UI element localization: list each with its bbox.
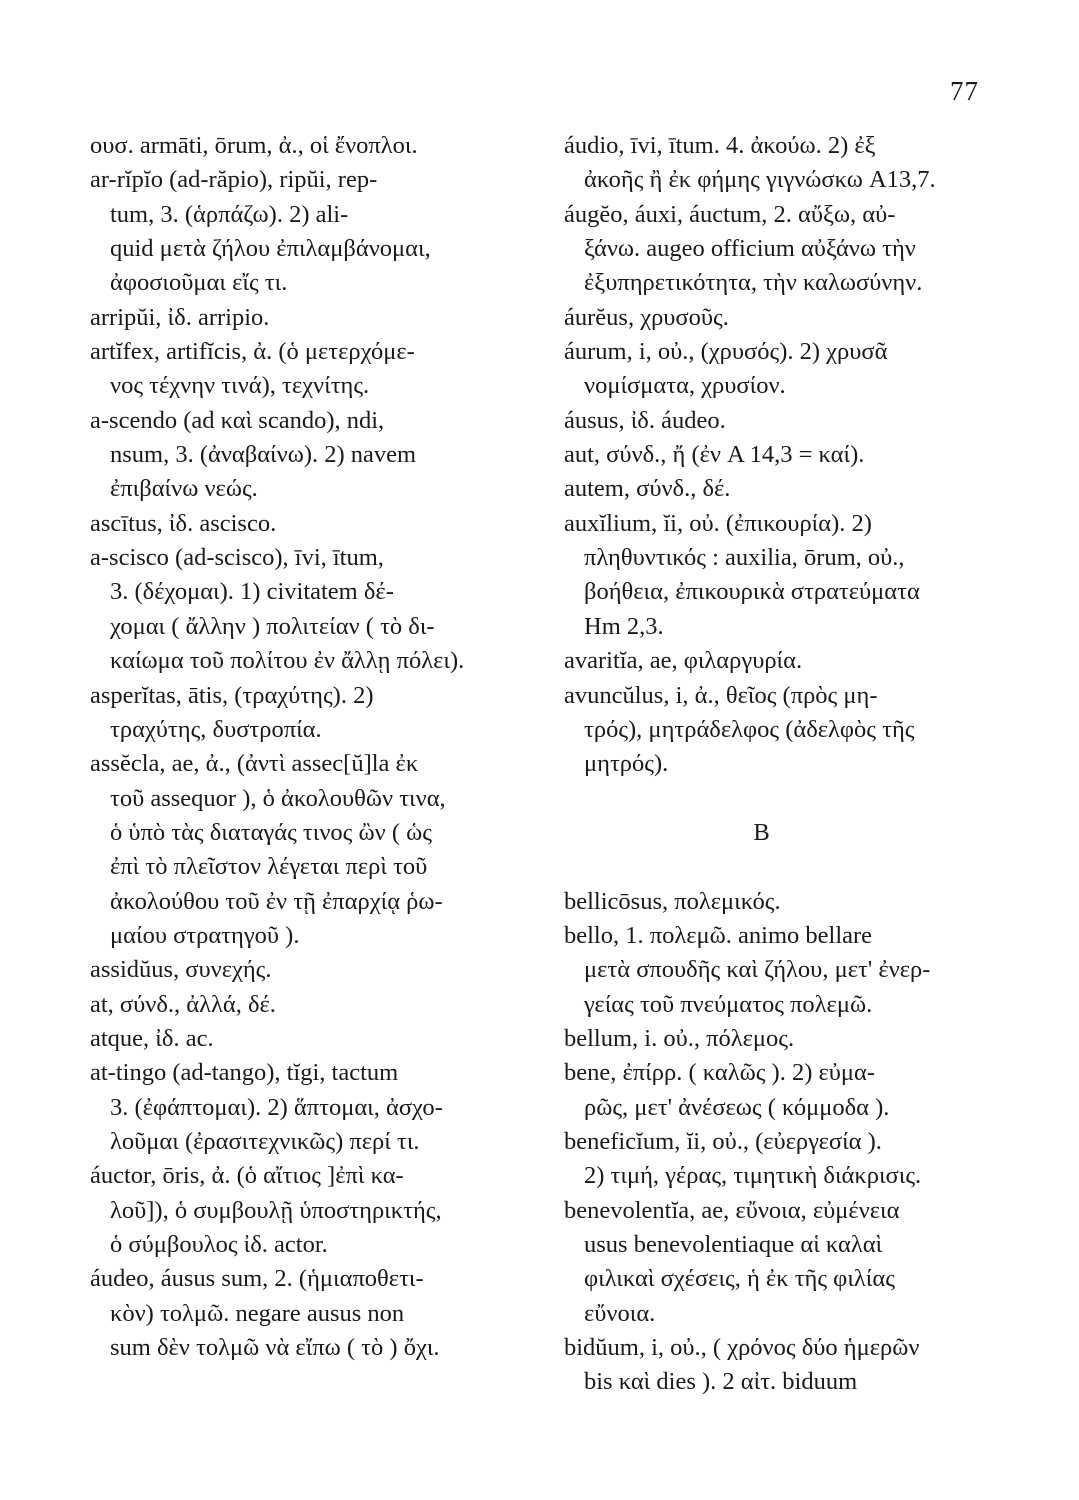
right-column-top bbox=[564, 129, 1009, 782]
text-line: καίωμα τοῦ πολίτου ἐν ἄλλῃ πόλει). bbox=[110, 647, 465, 675]
text-line: μαίου στρατηγοῦ ). bbox=[110, 921, 300, 949]
text-line: tum, 3. (ἁρπάζω). 2) ali- bbox=[110, 200, 349, 228]
text-line: μετὰ σπουδῆς καὶ ζήλου, μετ' ἐνερ- bbox=[584, 956, 931, 984]
text-line: usus benevolentiaque αἱ καλαὶ bbox=[584, 1231, 883, 1258]
text-line: γείας τοῦ πνεύματος πολεμῶ. bbox=[584, 990, 873, 1018]
text-line: ουσ. armāti, ōrum, ἀ., οἱ ἔνοπλοι. bbox=[90, 132, 418, 159]
text-line: assidŭus, συνεχής. bbox=[90, 956, 272, 984]
text-line: εὔνοια. bbox=[584, 1299, 656, 1327]
text-line: bidŭum, i, οὐ., ( χρόνος δύο ἡμερῶν bbox=[564, 1334, 920, 1362]
text-line: χομαι ( ἄλλην ) πολιτείαν ( τὸ δι- bbox=[110, 612, 435, 640]
text-line: auxĭlium, ĭi, οὐ. (ἐπικουρία). 2) bbox=[564, 509, 872, 537]
text-line: bis καὶ dies ). 2 αἰτ. biduum bbox=[584, 1368, 858, 1396]
text-line: ἀφοσιοῦμαι εἴς τι. bbox=[110, 269, 288, 297]
text-line: benevolentĭa, ae, εὔνοια, εὐμένεια bbox=[564, 1196, 900, 1224]
left-column bbox=[90, 129, 535, 1365]
text-line: ascītus, ἰδ. ascisco. bbox=[90, 509, 277, 537]
text-line: τοῦ assequor ), ὁ ἀκολουθῶν τινα, bbox=[110, 784, 446, 812]
text-line: 3. (δέχομαι). 1) civitatem δέ- bbox=[110, 578, 394, 606]
text-line: ἀκολούθου τοῦ ἐν τῇ ἐπαρχίᾳ ῥω- bbox=[110, 887, 443, 915]
text-line: avaritĭa, ae, φιλαργυρία. bbox=[564, 647, 803, 675]
text-line: λοῦμαι (ἐρασιτεχνικῶς) περί τι. bbox=[110, 1127, 420, 1155]
text-line: a-scendo (ad καὶ scando), ndi, bbox=[90, 406, 385, 434]
text-line: at, σύνδ., ἀλλά, δέ. bbox=[90, 990, 276, 1018]
text-line: ἐπιβαίνω νεώς. bbox=[110, 475, 258, 503]
text-line: quid μετὰ ζήλου ἐπιλαμβάνομαι, bbox=[110, 235, 431, 263]
text-line: sum δὲν τολμῶ νὰ εἴπω ( τὸ ) ὄχι. bbox=[110, 1334, 440, 1362]
text-line: atque, ἰδ. ac. bbox=[90, 1024, 214, 1052]
text-line: artĭfex, artifĭcis, ἀ. (ὁ μετερχόμε- bbox=[90, 338, 415, 366]
right-column bbox=[564, 129, 1009, 1400]
text-line: Hm 2,3. bbox=[584, 612, 664, 640]
text-line: áudio, īvi, ītum. 4. ἀκούω. 2) ἐξ bbox=[564, 132, 876, 159]
page-number: 77 bbox=[950, 76, 979, 106]
text-line: 3. (ἐφάπτομαι). 2) ἅπτομαι, ἀσχο- bbox=[110, 1093, 443, 1121]
text-line: asperĭtas, ātis, (τραχύτης). 2) bbox=[90, 681, 374, 709]
text-line: áurĕus, χρυσοῦς. bbox=[564, 303, 729, 331]
text-line: beneficĭum, ĭi, οὐ., (εὐεργεσία ). bbox=[564, 1127, 882, 1155]
text-line: at-tingo (ad-tango), tĭgi, tactum bbox=[90, 1059, 399, 1087]
text-line: arripŭi, ἰδ. arripio. bbox=[90, 303, 270, 331]
text-line: bellum, i. οὐ., πόλεμος. bbox=[564, 1024, 795, 1052]
text-line: νομίσματα, χρυσίον. bbox=[584, 372, 786, 400]
text-line: bellicōsus, πολεμικός. bbox=[564, 887, 781, 915]
text-line: áugĕo, áuxi, áuctum, 2. αὔξω, αὐ- bbox=[564, 200, 896, 228]
text-line: πληθυντικός : auxilia, ōrum, οὐ., bbox=[584, 544, 905, 572]
text-line: áudeo, áusus sum, 2. (ἡμιαποθετι- bbox=[90, 1265, 424, 1293]
text-line: ξάνω. augeo officium αὐξάνω τὴν bbox=[584, 235, 916, 263]
text-line: ar-rĭpĭo (ad-răpio), ripŭi, rep- bbox=[90, 166, 378, 194]
text-line: κὸν) τολμῶ. negare ausus non bbox=[110, 1299, 405, 1327]
text-line: ρῶς, μετ' ἀνέσεως ( κόμμοδα ). bbox=[584, 1093, 890, 1121]
text-line: assĕcla, ae, ἀ., (ἀντὶ assec[ŭ]la ἐκ bbox=[90, 750, 419, 778]
text-line: bello, 1. πολεμῶ. animo bellare bbox=[564, 921, 873, 949]
text-line: λοῦ]), ὁ συμβουλῇ ὑποστηρικτής, bbox=[110, 1196, 442, 1224]
text-line: aut, σύνδ., ἤ (ἐν A 14,3 = καί). bbox=[564, 441, 865, 469]
text-line: ἀκοῆς ἢ ἐκ φήμης γιγνώσκω A13,7. bbox=[584, 166, 936, 194]
right-column-bottom bbox=[564, 885, 1009, 1400]
text-line: autem, σύνδ., δέ. bbox=[564, 475, 731, 503]
text-line: avuncŭlus, i, ἀ., θεῖος (πρὸς μη- bbox=[564, 681, 878, 709]
text-line: áurum, i, οὐ., (χρυσός). 2) χρυσᾶ bbox=[564, 338, 888, 366]
text-line: βοήθεια, ἐπικουρικὰ στρατεύματα bbox=[584, 578, 920, 606]
text-line: a-scisco (ad-scisco), īvi, ītum, bbox=[90, 544, 384, 572]
section-letter: B bbox=[753, 818, 770, 846]
text-line: νος τέχνην τινά), τεχνίτης. bbox=[110, 372, 370, 400]
text-line: φιλικαὶ σχέσεις, ἡ ἐκ τῆς φιλίας bbox=[584, 1265, 895, 1293]
text-line: áusus, ἰδ. áudeo. bbox=[564, 406, 726, 434]
text-line: bene, ἐπίρρ. ( καλῶς ). 2) εὐμα- bbox=[564, 1059, 876, 1087]
text-line: τρός), μητράδελφος (ἀδελφὸς τῆς bbox=[584, 715, 915, 743]
text-line: ἐξυπηρετικότητα, τὴν καλωσύνην. bbox=[584, 269, 923, 297]
text-line: ὁ ὑπὸ τὰς διαταγάς τινος ὢν ( ὡς bbox=[110, 818, 432, 846]
text-line: τραχύτης, δυστροπία. bbox=[110, 715, 322, 743]
text-line: μητρός). bbox=[584, 750, 669, 778]
text-line: nsum, 3. (ἀναβαίνω). 2) navem bbox=[110, 441, 417, 469]
text-line: ὁ σύμβουλος ἰδ. actor. bbox=[110, 1231, 328, 1258]
text-line: ἐπὶ τὸ πλεῖστον λέγεται περὶ τοῦ bbox=[110, 853, 428, 881]
text-line: 2) τιμή, γέρας, τιμητικὴ διάκρισις. bbox=[584, 1162, 922, 1190]
text-line: áuctor, ōris, ἀ. (ὁ αἴτιος ]ἐπὶ κα- bbox=[90, 1162, 404, 1190]
